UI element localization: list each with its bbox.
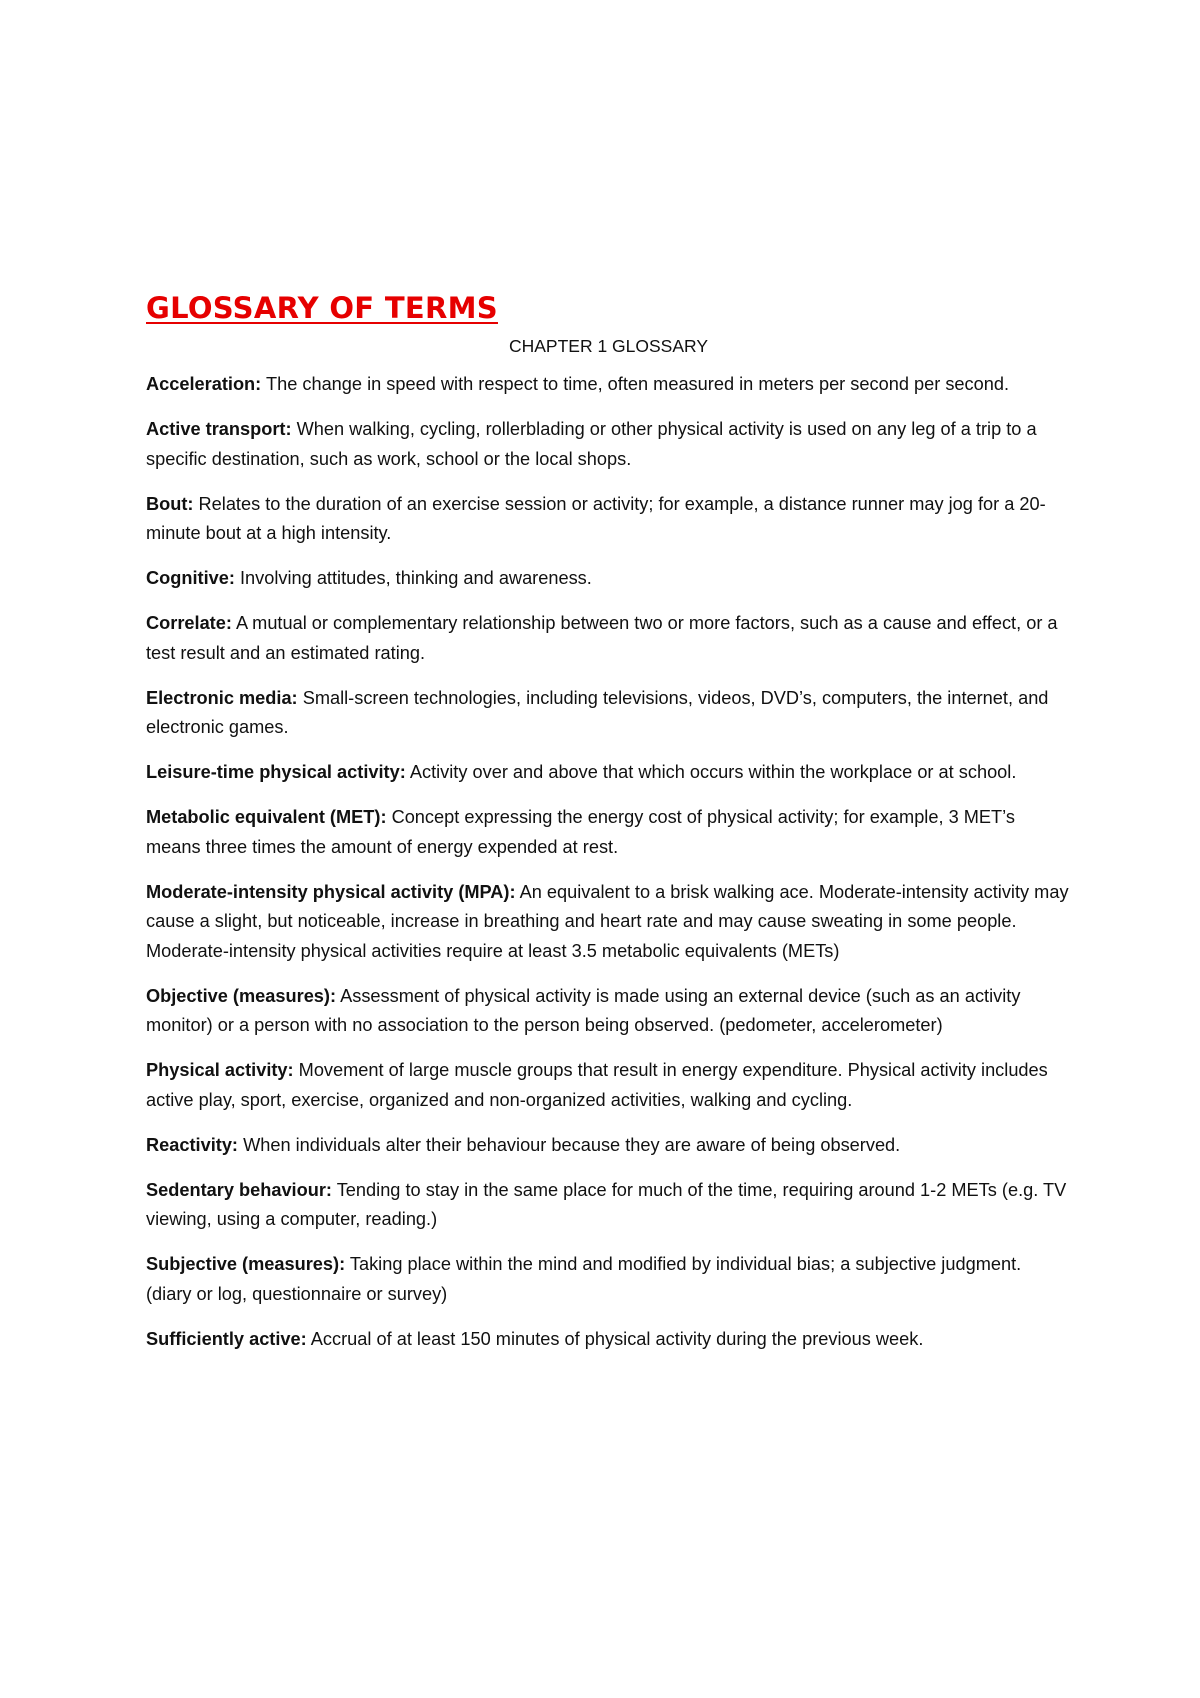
- glossary-definition: Tending to stay in the same place for much of the time, requiring around 1-2 METs (e.g. TV viewing, using a computer, reading.): [146, 1179, 1067, 1229]
- glossary-term: Physical activity:: [146, 1060, 294, 1080]
- glossary-term: Correlate:: [146, 613, 232, 633]
- glossary-entry-active-transport: [146, 415, 1071, 474]
- glossary-term: Bout:: [146, 493, 194, 514]
- glossary-term: Active transport:: [146, 419, 292, 439]
- glossary-definition: Taking place within the mind and modified by individual bias; a subjective judgment. (diary or log, questionnaire or survey): [146, 1254, 1022, 1304]
- glossary-definition: Activity over and above that which occurs within the workplace or at school.: [409, 762, 1017, 782]
- glossary-definition: Assessment of physical activity is made using an external device (such as an activity monitor) or a person with no association to the person being observed. (pedometer, accelerometer): [146, 985, 1021, 1035]
- glossary-entry-electronic-media: [146, 684, 1071, 743]
- glossary-definition: The change in speed with respect to time, often measured in meters per second per second.: [265, 374, 1010, 394]
- glossary-definition: When walking, cycling, rollerblading or other physical activity is used on any leg of a trip to a specific destination, such as work, school or the local shops.: [146, 419, 1037, 469]
- document-title: GLOSSARY OF TERMS: [146, 291, 498, 325]
- glossary-definition: When individuals alter their behaviour because they are aware of being observed.: [243, 1134, 901, 1155]
- glossary-term: Subjective (measures):: [146, 1254, 346, 1274]
- glossary-entry-leisure-time-physical-activity: [146, 758, 1071, 788]
- glossary-list: [146, 370, 1071, 1354]
- glossary-entry-cognitive: [146, 564, 1071, 594]
- glossary-entry-physical-activity: [146, 1056, 1071, 1115]
- glossary-definition: Concept expressing the energy cost of physical activity; for example, 3 MET’s means three times the amount of energy expended at rest.: [146, 807, 1015, 857]
- glossary-definition: A mutual or complementary relationship between two or more factors, such as a cause and effect, or a test result and an estimated rating.: [146, 613, 1058, 663]
- glossary-term: Acceleration:: [146, 374, 262, 394]
- glossary-term: Moderate-intensity physical activity (MPA):: [146, 881, 516, 902]
- glossary-entry-acceleration: [146, 370, 1071, 400]
- glossary-entry-reactivity: [146, 1131, 1071, 1161]
- document-content: [146, 290, 1071, 1370]
- glossary-entry-subjective-measures: [146, 1250, 1071, 1309]
- glossary-entry-metabolic-equivalent: [146, 803, 1071, 862]
- glossary-term: Leisure-time physical activity:: [146, 762, 406, 782]
- chapter-heading: CHAPTER 1 GLOSSARY: [508, 336, 709, 356]
- glossary-entry-correlate: [146, 609, 1071, 668]
- glossary-term: Sufficiently active:: [146, 1328, 307, 1349]
- glossary-entry-objective-measures: [146, 982, 1071, 1041]
- glossary-term: Cognitive:: [146, 568, 235, 588]
- glossary-term: Sedentary behaviour:: [146, 1179, 332, 1200]
- glossary-definition: Movement of large muscle groups that result in energy expenditure. Physical activity includes active play, sport, exercise, organized and non-organized activities, walking and cycling.: [146, 1060, 1048, 1110]
- glossary-definition: Involving attitudes, thinking and awareness.: [239, 568, 592, 588]
- glossary-definition: Relates to the duration of an exercise session or activity; for example, a distance runner may jog for a 20-minute bout at a high intensity.: [146, 493, 1046, 543]
- glossary-entry-moderate-intensity-physical-activity: [146, 878, 1071, 967]
- glossary-term: Metabolic equivalent (MET):: [146, 807, 387, 827]
- glossary-definition: Small-screen technologies, including televisions, videos, DVD’s, computers, the internet, and electronic games.: [146, 687, 1049, 737]
- glossary-term: Electronic media:: [146, 687, 298, 708]
- glossary-definition: Accrual of at least 150 minutes of physical activity during the previous week.: [310, 1328, 924, 1349]
- glossary-entry-sedentary-behaviour: [146, 1176, 1071, 1235]
- glossary-entry-bout: [146, 490, 1071, 549]
- glossary-term: Reactivity:: [146, 1134, 238, 1155]
- glossary-entry-sufficiently-active: [146, 1325, 1071, 1355]
- glossary-term: Objective (measures):: [146, 985, 337, 1006]
- glossary-definition: An equivalent to a brisk walking ace. Moderate-intensity activity may cause a slight, but noticeable, increase in breathing and heart rate and may cause sweating in some people. Moderate-intensity physical activities require at least 3.5 metabolic equivalents (METs): [146, 881, 1069, 961]
